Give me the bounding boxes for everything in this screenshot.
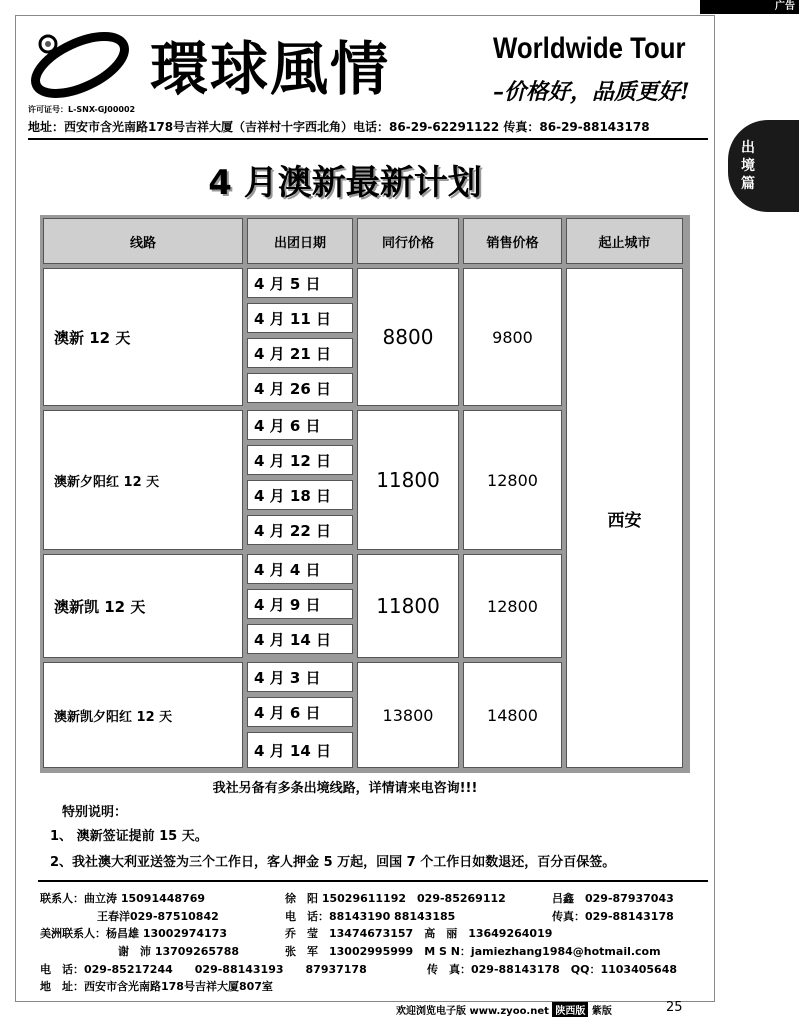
route-cell: 澳新凯夕阳红 12 天: [43, 662, 243, 768]
contact-text: 美洲联系人：杨昌雄 13002974173: [40, 927, 228, 940]
date-cell: 4 月 6 日: [247, 697, 353, 727]
sale-price-cell: 9800: [463, 268, 562, 406]
date-cell: 4 月 3 日: [247, 662, 353, 692]
page-title: 4 月澳新最新计划: [208, 163, 482, 203]
globe-logo-icon: [28, 28, 132, 102]
header-city: 起止城市: [566, 218, 683, 264]
more-routes-note: 我社另备有多条出境线路，详情请来电咨询!!!: [212, 781, 478, 796]
tour-table: [40, 215, 690, 773]
contact-text: 徐 阳 15029611192 029-85269112: [285, 892, 506, 905]
header-divider: [28, 138, 708, 140]
trade-price-cell: 11800: [357, 410, 459, 550]
side-tab-char-3: 篇: [741, 176, 755, 192]
city-cell: 西安: [566, 268, 683, 768]
contact-text: 乔 莹 13474673157 高 丽 13649264019: [285, 927, 553, 940]
date-cell: 4 月 22 日: [247, 515, 353, 545]
date-cell: 4 月 26 日: [247, 373, 353, 403]
route-cell: 澳新 12 天: [43, 268, 243, 406]
footer: [396, 1002, 612, 1017]
side-tab-char-2: 境: [741, 158, 755, 174]
header-route: 线路: [43, 218, 243, 264]
date-cell: 4 月 9 日: [247, 589, 353, 619]
ad-tag: 广告: [700, 0, 799, 14]
route-cell: 澳新夕阳红 12 天: [43, 410, 243, 550]
note-item: 1、 澳新签证提前 15 天。: [50, 829, 208, 844]
contact-divider: [38, 880, 708, 882]
license-number: 许可证号：L-SNX-GJ00002: [28, 105, 136, 114]
trade-price-cell: 8800: [357, 268, 459, 406]
date-cell: 4 月 21 日: [247, 338, 353, 368]
date-cell: 4 月 4 日: [247, 554, 353, 584]
edition-badge: 陕西版: [552, 1002, 588, 1017]
header-address: 地址：西安市含光南路178号吉祥大厦（吉祥村十字西北角）电话：86-29-62291122 传真：86-29-88143178: [28, 120, 650, 134]
date-cell: 4 月 14 日: [247, 624, 353, 654]
footer-text: 欢迎浏览电子版 www.zyoo.net: [396, 1006, 549, 1017]
date-cell: 4 月 12 日: [247, 445, 353, 475]
date-cell: 4 月 5 日: [247, 268, 353, 298]
contact-text: 谢 沛 13709265788: [118, 945, 240, 958]
notes-title: 特别说明：: [62, 805, 128, 820]
contact-text: 王春洋029-87510842: [97, 910, 219, 923]
side-tab-char-1: 出: [741, 140, 755, 156]
contact-text: 吕鑫 029-87937043: [552, 892, 674, 905]
edition-label: 紫版: [591, 1006, 612, 1017]
date-cell: 4 月 11 日: [247, 303, 353, 333]
sale-price-cell: 14800: [463, 662, 562, 768]
contact-address: 地 址：西安市含光南路178号吉祥大厦807室: [40, 980, 273, 993]
note-item: 2、我社澳大利亚送签为三个工作日，客人押金 5 万起，回国 7 个工作日如数退还，百分百保签。: [50, 855, 616, 870]
brand-name: 環球風情: [150, 35, 391, 103]
date-cell: 4 月 14 日: [247, 732, 353, 768]
trade-price-cell: 13800: [357, 662, 459, 768]
contact-text: 电 话：029-85217244 029-88143193 87937178: [40, 963, 367, 976]
route-cell: 澳新凯 12 天: [43, 554, 243, 658]
page-number: 25: [666, 1000, 683, 1015]
date-cell: 4 月 18 日: [247, 480, 353, 510]
contact-text: 传 真：029-88143178 QQ：1103405648: [427, 963, 677, 976]
trade-price-cell: 11800: [357, 554, 459, 658]
contact-text: 张 军 13002995999 M S N：jamiezhang1984@hotmail.com: [285, 945, 661, 958]
brand-english-name: Worldwide Tour: [493, 32, 686, 65]
side-tab: [728, 120, 799, 212]
contact-text: 电 话：88143190 88143185: [285, 910, 456, 923]
sale-price-cell: 12800: [463, 554, 562, 658]
header-trade-price: 同行价格: [357, 218, 459, 264]
header-date: 出团日期: [247, 218, 353, 264]
header-sale-price: 销售价格: [463, 218, 562, 264]
date-cell: 4 月 6 日: [247, 410, 353, 440]
contact-text: 传真：029-88143178: [552, 910, 674, 923]
contact-text: 联系人：曲立涛 15091448769: [40, 892, 206, 905]
sale-price-cell: 12800: [463, 410, 562, 550]
slogan: –价格好，品质更好!: [493, 79, 690, 105]
